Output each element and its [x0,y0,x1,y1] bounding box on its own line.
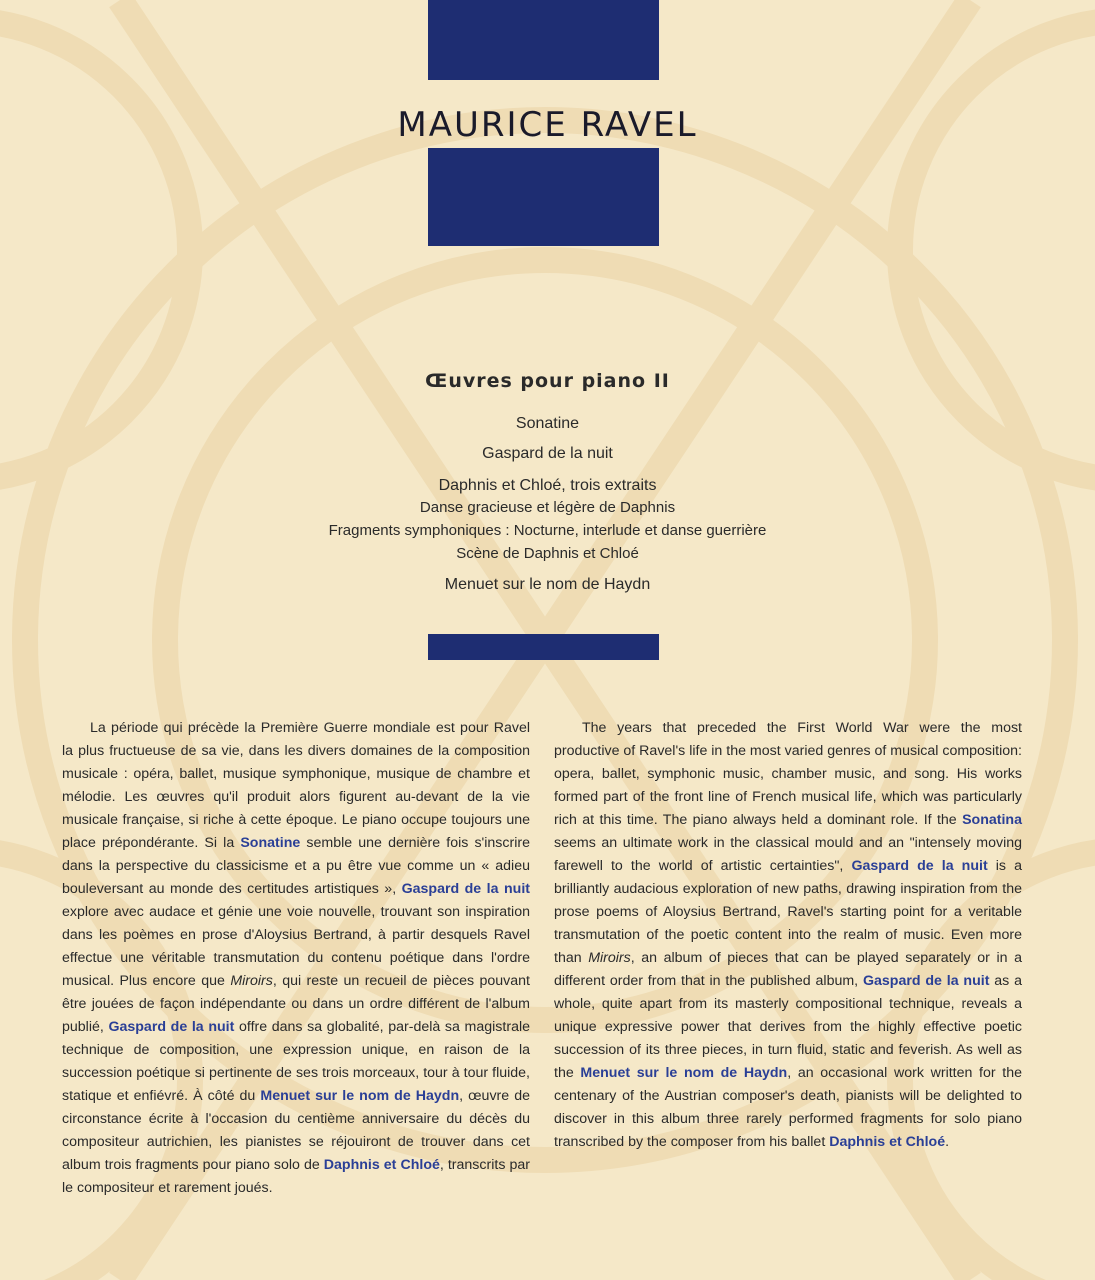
highlight-daphnis: Daphnis et Chloé [829,1134,946,1150]
english-paragraph: The years that preceded the First World War were the most productive of Ravel's life in the most varied genres of musical composition: opera, ballet, symphonic music, chamber music, and song. His works formed part of the front line of French musical life, which was particularly rich at this time. The piano always held a dominant role. If the Sonatina seems an ultimate work in the classical mould and an "intensely moving farewell to the world of artistic certainties", Gaspard de la nuit is a brilliantly audacious exploration of new paths, drawing inspiration from the prose poems of Aloysius Bertrand, Ravel's starting point for a veritable transmutation of the poetic content into the realm of music. Even more than Miroirs, an album of pieces that can be played separately or in a different order from that in the published album, Gaspard de la nuit as a whole, quite apart from its masterly compositional technique, reveals a unique expressive power that derives from the highly effective poetic succession of its three pieces, in turn fluid, static and feverish. As well as the Menuet sur le nom de Haydn, an occasional work written for the centenary of the Austrian composer's death, pianists will be delighted to discover in this album three rarely performed fragments for solo piano transcribed by the composer from his ballet Daphnis et Chloé. [554,720,1023,1150]
highlight-gaspard: Gaspard de la nuit [862,973,990,989]
highlight-daphnis: Daphnis et Chloé [323,1157,440,1173]
work-daphnis-extract-3: Scène de Daphnis et Chloé [456,545,639,562]
top-blue-block [428,0,659,80]
album-subtitle: Œuvres pour piano II [425,370,670,392]
highlight-gaspard: Gaspard de la nuit [851,858,988,874]
italic-miroirs: Miroirs [588,950,631,966]
highlight-sonatina: Sonatina [962,812,1022,828]
italic-miroirs: Miroirs [230,973,273,989]
highlight-menuet: Menuet sur le nom de Haydn [580,1065,788,1081]
work-menuet: Menuet sur le nom de Haydn [444,576,651,593]
highlight-sonatine: Sonatine [240,835,301,851]
work-daphnis: Daphnis et Chloé, trois extraits [438,477,657,494]
page-title: MAURICE RAVEL [397,105,698,145]
french-text-column [62,717,530,1200]
highlight-menuet: Menuet sur le nom de Haydn [260,1088,460,1104]
work-sonatine: Sonatine [515,415,580,432]
work-daphnis-extract-2: Fragments symphoniques : Nocturne, interlude et danse guerrière [328,522,767,539]
work-daphnis-extract-1: Danse gracieuse et légère de Daphnis [419,499,676,516]
middle-blue-block [428,148,659,246]
french-paragraph: La période qui précède la Première Guerre mondiale est pour Ravel la plus fructueuse de sa vie, dans les divers domaines de la composition musicale : opéra, ballet, musique symphonique, musique de chambre et mélodie. Les œuvres qu'il produit alors figurent au-devant de la vie musicale française, si riche à cette époque. Le piano occupe toujours une place prépondérante. Si la Sonatine semble une dernière fois s'inscrire dans la perspective du classicisme et a pu être vue comme un « adieu bouleversant au monde des certitudes artistiques », Gaspard de la nuit explore avec audace et génie une voie nouvelle, trouvant son inspiration dans les poèmes en prose d'Aloysius Bertrand, à partir desquels Ravel effectue une véritable transmutation du contenu poétique dans l'ordre musical. Plus encore que Miroirs, qui reste un recueil de pièces pouvant être jouées de façon indépendante ou dans un ordre différent de l'album publié, Gaspard de la nuit offre dans sa globalité, par-delà sa magistrale technique de composition, une expression unique, en raison de la succession poétique si pertinente de ses trois morceaux, tour à tour fluide, statique et enfiévré. À côté du Menuet sur le nom de Haydn, œuvre de circonstance écrite à l'occasion du centième anniversaire du décès du compositeur autrichien, les pianistes se réjouiront de trouver dans cet album trois fragments pour piano solo de Daphnis et Chloé, transcrits par le compositeur et rarement joués. [62,720,531,1196]
highlight-gaspard: Gaspard de la nuit [108,1019,235,1035]
divider-blue-bar [428,634,659,660]
english-text-column [554,717,1022,1154]
highlight-gaspard: Gaspard de la nuit [401,881,530,897]
work-gaspard: Gaspard de la nuit [482,445,613,462]
